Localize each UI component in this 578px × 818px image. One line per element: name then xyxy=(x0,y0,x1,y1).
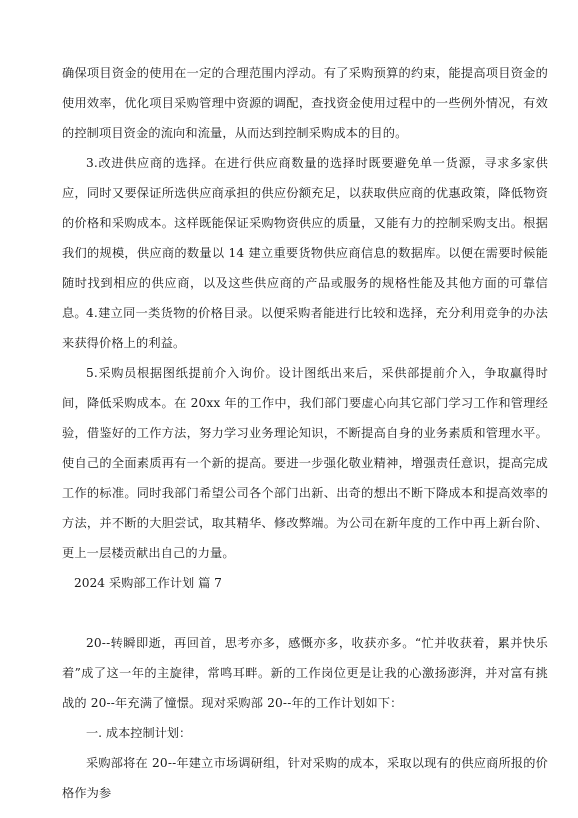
paragraph-early-inquiry: 5.采购员根据图纸提前介入询价。设计图纸出来后，采供部提前介入，争取赢得时间，降低采购成本。在 20xx 年的工作中，我们部门要虚心向其它部门学习工作和管理经验，借鉴好的工作方法，努力学习业务理论知识，不断提高自身的业务素质和管理水平。使自己的全面素质再有一个新的提高。要进一步强化敬业精神，增强责任意识，提高完成工作的标准。同时我部门希望公司各个部门出新、出奇的想出不断下降成本和提高效率的方法，并不断的大胆尝试，取其精华、修改弊端。为公司在新年度的工作中再上新台阶、更上一层楼贡献出自己的力量。 xyxy=(62,366,548,560)
section-heading: 2024 采购部工作计划 篇 7 xyxy=(74,576,222,590)
paragraph-price-catalog: 4.建立同一类货物的价格目录。以便采购者能进行比较和选择，充分利用竞争的办法来获得价格上的利益。 xyxy=(62,306,548,350)
paragraph-budget-control: 确保项目资金的使用在一定的合理范围内浮动。有了采购预算的约束，能提高项目资金的使用效率，优化项目采购管理中资源的调配，查找资金使用过程中的一些例外情况，有效的控制项目资金的流向和流量，从而达到控制采购成本的目的。 xyxy=(62,66,548,140)
subheading-cost-control: 一. 成本控制计划： xyxy=(86,726,192,740)
paragraph-supplier-selection: 3.改进供应商的选择。在进行供应商数量的选择时既要避免单一货源，寻求多家供应，同时又要保证所选供应商承担的供应份额充足，以获取供应商的优惠政策，降低物资的价格和采购成本。这样既能保证采购物资供应的质量，又能有力的控制采购支出。根据我们的规模，供应商的数量以 14 建立重要货物供应商信息的数据库。以便在需要时候能随时找到相应的供应商，以及这些供应商的产品或服务的规格性能及其他方面的可靠信息。 xyxy=(62,156,548,320)
paragraph-intro: 20--转瞬即逝，再回首，思考亦多，感慨亦多，收获亦多。“忙并收获着，累并快乐着”成了这一年的主旋律，常鸣耳畔。新的工作岗位更是让我的心激扬澎湃，并对富有挑战的 20--年充满了憧憬。现对采购部 20--年的工作计划如下： xyxy=(62,636,548,710)
paragraph-market-research: 采购部将在 20--年建立市场调研组，针对采购的成本，采取以现有的供应商所报的价格作为参 xyxy=(62,756,548,800)
